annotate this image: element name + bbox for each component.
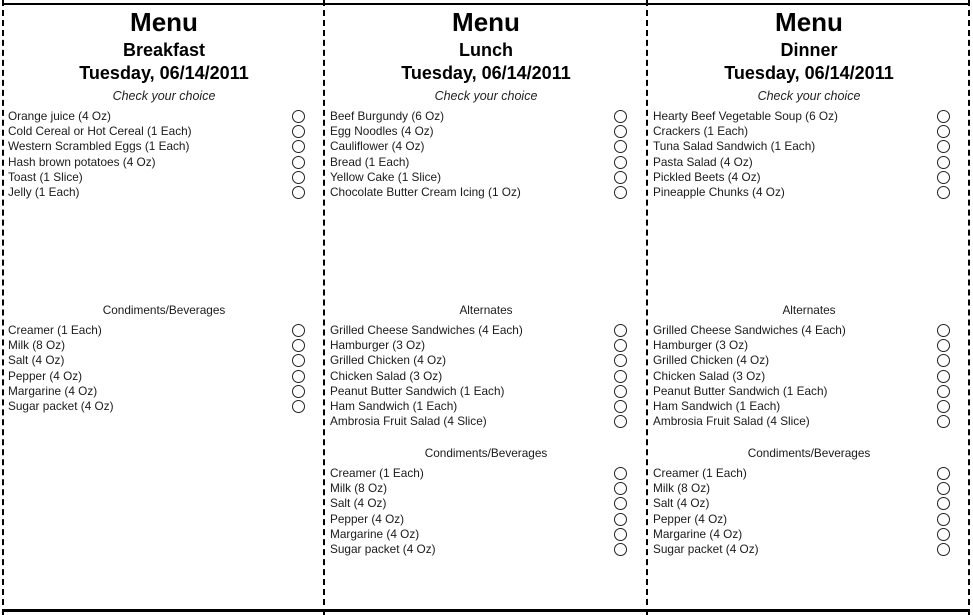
condiments-list [330,466,647,557]
choice-radio-circle-icon[interactable] [937,543,950,556]
choice-radio-circle-icon[interactable] [292,156,305,169]
choice-radio-circle-icon[interactable] [614,324,627,337]
menu-item-row [330,496,647,511]
choice-radio-circle-icon[interactable] [292,186,305,199]
menu-item-row [653,155,970,170]
menu-item-label: Margarine (4 Oz) [330,526,420,541]
choice-radio-circle-icon[interactable] [292,324,305,337]
choice-radio-circle-icon[interactable] [614,186,627,199]
menu-item-row [653,185,970,200]
menu-item-row [653,109,970,124]
choice-radio-circle-icon[interactable] [614,125,627,138]
choice-radio-circle-icon[interactable] [937,156,950,169]
choice-radio-circle-icon[interactable] [292,385,305,398]
menu-item-row [653,414,970,429]
choice-radio-circle-icon[interactable] [937,140,950,153]
alternates-list [653,323,970,429]
condiments-list [8,323,325,414]
choice-radio-circle-icon[interactable] [937,385,950,398]
menu-item-label: Ambrosia Fruit Salad (4 Slice) [330,414,487,429]
menu-item-row [8,323,325,338]
section-title: Condiments/Beverages [747,446,871,460]
menu-item-row [653,170,970,185]
menu-item-label: Cauliflower (4 Oz) [330,139,425,154]
menu-item-label: Milk (8 Oz) [8,338,66,353]
menu-item-label: Creamer (1 Each) [330,466,424,480]
menu-item-label: Hash brown potatoes (4 Oz) [8,154,156,169]
menu-item-row [653,512,970,527]
main-items-list [330,109,647,200]
menu-item-label: Beef Burgundy (6 Oz) [330,109,445,123]
choice-radio-circle-icon[interactable] [937,354,950,367]
menu-item-label: Salt (4 Oz) [330,496,387,511]
menu-item-row [8,399,325,414]
choice-radio-circle-icon[interactable] [292,339,305,352]
choice-radio-circle-icon[interactable] [614,171,627,184]
menu-item-label: Ham Sandwich (1 Each) [653,398,781,413]
menu-item-label: Milk (8 Oz) [653,481,711,496]
choice-radio-circle-icon[interactable] [292,110,305,123]
choice-radio-circle-icon[interactable] [937,497,950,510]
meal-title: Breakfast [122,40,206,60]
menu-item-label: Pasta Salad (4 Oz) [653,154,753,169]
menu-item-row [653,338,970,353]
menu-item-row [8,124,325,139]
menu-item-row [8,109,325,124]
menu-item-row [8,338,325,353]
section-title: Condiments/Beverages [102,303,226,317]
instruction-text: Check your choice [434,89,538,103]
menu-item-label: Pepper (4 Oz) [8,368,83,383]
choice-radio-circle-icon[interactable] [937,528,950,541]
choice-radio-circle-icon[interactable] [614,543,627,556]
menu-item-row [330,527,647,542]
menu-card-breakfast [3,3,325,612]
menu-item-row [653,542,970,557]
choice-radio-circle-icon[interactable] [614,482,627,495]
menu-date: Tuesday, 06/14/2011 [79,63,249,83]
choice-radio-circle-icon[interactable] [614,497,627,510]
choice-radio-circle-icon[interactable] [937,467,950,480]
menu-item-label: Bread (1 Each) [330,154,410,169]
menu-item-label: Salt (4 Oz) [653,496,710,511]
meal-title: Dinner [780,40,838,60]
choice-radio-circle-icon[interactable] [614,110,627,123]
menu-item-label: Tuna Salad Sandwich (1 Each) [653,139,816,154]
menu-item-row [8,369,325,384]
menu-item-row [330,155,647,170]
menu-item-row [330,185,647,200]
menu-item-label: Creamer (1 Each) [8,323,102,337]
choice-radio-circle-icon[interactable] [614,400,627,413]
choice-radio-circle-icon[interactable] [292,125,305,138]
menu-item-label: Chocolate Butter Cream Icing (1 Oz) [330,184,521,199]
menu-item-row [8,185,325,200]
choice-radio-circle-icon[interactable] [937,171,950,184]
meal-title: Lunch [459,40,513,60]
choice-radio-circle-icon[interactable] [937,513,950,526]
choice-radio-circle-icon[interactable] [292,140,305,153]
menu-item-label: Cold Cereal or Hot Cereal (1 Each) [8,124,192,139]
choice-radio-circle-icon[interactable] [292,354,305,367]
menu-item-row [330,414,647,429]
menu-card-dinner [648,3,970,612]
menu-item-row [653,527,970,542]
choice-radio-circle-icon[interactable] [614,339,627,352]
choice-radio-circle-icon[interactable] [292,400,305,413]
menu-item-label: Sugar packet (4 Oz) [330,541,436,556]
menu-item-label: Grilled Chicken (4 Oz) [330,353,447,368]
menu-item-row [330,124,647,139]
choice-radio-circle-icon[interactable] [937,415,950,428]
menu-item-label: Egg Noodles (4 Oz) [330,124,434,139]
menu-item-row [330,139,647,154]
menu-item-row [653,369,970,384]
menu-item-row [653,124,970,139]
menu-item-label: Sugar packet (4 Oz) [653,541,759,556]
choice-radio-circle-icon[interactable] [614,354,627,367]
menu-item-label: Creamer (1 Each) [653,466,747,480]
choice-radio-circle-icon[interactable] [292,171,305,184]
main-items-list [8,109,325,200]
menu-item-label: Peanut Butter Sandwich (1 Each) [653,383,828,398]
choice-radio-circle-icon[interactable] [937,186,950,199]
menu-item-row [330,323,647,338]
menu-item-label: Margarine (4 Oz) [653,526,743,541]
menu-item-label: Grilled Cheese Sandwiches (4 Each) [653,323,846,337]
menu-item-label: Margarine (4 Oz) [8,383,98,398]
menu-card-lunch [325,3,647,612]
menu-item-label: Chicken Salad (3 Oz) [653,368,766,383]
menu-item-label: Crackers (1 Each) [653,124,749,139]
menu-item-row [653,481,970,496]
menu-item-label: Milk (8 Oz) [330,481,388,496]
menu-item-row [330,542,647,557]
menu-item-label: Grilled Chicken (4 Oz) [653,353,770,368]
menu-item-label: Orange juice (4 Oz) [8,109,111,123]
menu-item-label: Pepper (4 Oz) [653,511,728,526]
menu-title: Menu [452,7,520,37]
menu-item-row [653,139,970,154]
choice-radio-circle-icon[interactable] [614,415,627,428]
menu-item-row [8,170,325,185]
menu-item-label: Chicken Salad (3 Oz) [330,368,443,383]
menu-item-row [653,353,970,368]
choice-radio-circle-icon[interactable] [614,513,627,526]
menu-item-label: Ambrosia Fruit Salad (4 Slice) [653,414,810,429]
menu-item-label: Pepper (4 Oz) [330,511,405,526]
section-title: Condiments/Beverages [424,446,548,460]
menu-item-label: Yellow Cake (1 Slice) [330,169,442,184]
menu-item-row [653,323,970,338]
alternates-list [330,323,647,429]
menu-date: Tuesday, 06/14/2011 [401,63,571,83]
menu-item-row [330,170,647,185]
menu-item-label: Peanut Butter Sandwich (1 Each) [330,383,505,398]
choice-radio-circle-icon[interactable] [937,482,950,495]
menu-item-row [330,384,647,399]
menu-item-row [8,353,325,368]
choice-radio-circle-icon[interactable] [614,140,627,153]
menu-item-label: Hamburger (3 Oz) [653,338,749,353]
menu-item-row [653,399,970,414]
choice-radio-circle-icon[interactable] [937,125,950,138]
choice-radio-circle-icon[interactable] [614,467,627,480]
choice-radio-circle-icon[interactable] [614,385,627,398]
menu-item-row [8,384,325,399]
choice-radio-circle-icon[interactable] [292,370,305,383]
menu-item-row [330,466,647,481]
menu-item-row [653,466,970,481]
menu-item-row [330,353,647,368]
choice-radio-circle-icon[interactable] [614,370,627,383]
choice-radio-circle-icon[interactable] [614,156,627,169]
choice-radio-circle-icon[interactable] [937,370,950,383]
instruction-text: Check your choice [112,89,216,103]
menu-title: Menu [775,7,843,37]
instruction-text: Check your choice [757,89,861,103]
menu-item-row [330,512,647,527]
menu-item-row [653,496,970,511]
menu-item-label: Grilled Cheese Sandwiches (4 Each) [330,323,523,337]
menu-item-label: Pineapple Chunks (4 Oz) [653,184,785,199]
menu-date: Tuesday, 06/14/2011 [724,63,894,83]
menu-item-label: Toast (1 Slice) [8,169,83,184]
menu-item-row [653,384,970,399]
menu-item-row [330,338,647,353]
menu-item-row [330,481,647,496]
menu-item-label: Hamburger (3 Oz) [330,338,426,353]
menu-item-label: Hearty Beef Vegetable Soup (6 Oz) [653,109,838,123]
menu-item-label: Ham Sandwich (1 Each) [330,398,458,413]
main-items-list [653,109,970,200]
menu-item-row [8,155,325,170]
choice-radio-circle-icon[interactable] [614,528,627,541]
choice-radio-circle-icon[interactable] [937,400,950,413]
menu-item-row [8,139,325,154]
menu-item-row [330,399,647,414]
menu-item-row [330,369,647,384]
choice-radio-circle-icon[interactable] [937,339,950,352]
section-title: Alternates [782,303,836,317]
choice-radio-circle-icon[interactable] [937,324,950,337]
menu-item-label: Pickled Beets (4 Oz) [653,169,761,184]
menu-item-label: Sugar packet (4 Oz) [8,398,114,413]
choice-radio-circle-icon[interactable] [937,110,950,123]
menu-title: Menu [130,7,198,37]
condiments-list [653,466,970,557]
menu-item-label: Salt (4 Oz) [8,353,65,368]
menu-item-label: Jelly (1 Each) [8,184,80,199]
section-title: Alternates [459,303,513,317]
menu-item-label: Western Scrambled Eggs (1 Each) [8,139,190,154]
menu-item-row [330,109,647,124]
